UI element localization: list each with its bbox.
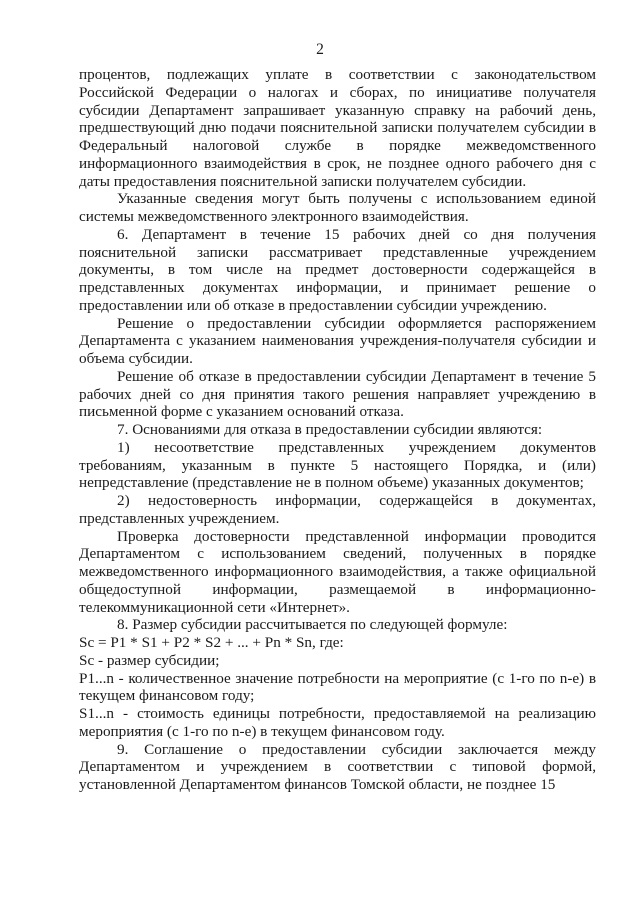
paragraph-continuation: процентов, подлежащих уплате в соответствии с законодательством Российской Федерации о налогах и сборах, по инициативе получателя субсидии Департамент запрашивает указанную справку на рабочий день, предшествующий дню подачи пояснительной записки получателем субсидии в Федеральный налоговой службе в порядке межведомственного информационного взаимодействия в срок, не позднее одного рабочего дня с даты предоставления пояснительной записки получателем субсидии. xyxy=(79,66,596,190)
paragraph-ground-1: 1) несоответствие представленных учреждением документов требованиям, указанным в пункте 5 настоящего Порядка, и (или) непредставление (представление не в полном объеме) указанных документов; xyxy=(79,438,596,492)
paragraph-ground-2: 2) недостоверность информации, содержащейся в документах, представленных учреждением. xyxy=(79,492,596,527)
paragraph-decision-refusal: Решение об отказе в предоставлении субсидии Департамент в течение 5 рабочих дней со дня принятия такого решения направляет учреждению в письменной форме с указанием оснований отказа. xyxy=(79,367,596,421)
paragraph-item-9: 9. Соглашение о предоставлении субсидии заключается между Департаментом и учреждением в соответствии с типовой формой, установленной Департаментом финансов Томской области, не позднее 15 xyxy=(79,740,596,793)
paragraph-item-7: 7. Основаниями для отказа в предоставлении субсидии являются: xyxy=(117,421,543,438)
paragraph-item-6: 6. Департамент в течение 15 рабочих дней со дня получения пояснительной записки рассматривает представленные учреждением документы, в том числе на предмет достоверности содержащейся в представленных документах информации, и принимает решение о предоставлении или об отказе в предоставлении субсидии учреждению. xyxy=(79,225,596,314)
definition-p: P1...n - количественное значение потребности на мероприятие (с 1-го по n-е) в текущем финансовом году; xyxy=(79,669,596,705)
document-body xyxy=(79,66,596,794)
paragraph-electronic-system: Указанные сведения могут быть получены с использованием единой системы межведомственного электронного взаимодействия. xyxy=(79,190,596,225)
page-number: 2 xyxy=(316,41,324,58)
subsidy-formula: Sc = P1 * S1 + P2 * S2 + ... + Pn * Sn, где: xyxy=(79,634,344,651)
paragraph-verification: Проверка достоверности представленной информации проводится Департаментом с использованием сведений, полученных в порядке межведомственного информационного взаимодействия, а также официальной общедоступной информации, размещаемой в информационно-телекоммуникационной сети «Интернет». xyxy=(79,527,596,616)
paragraph-item-8: 8. Размер субсидии рассчитывается по следующей формуле: xyxy=(117,616,508,634)
definition-sc: Sc - размер субсидии; xyxy=(79,651,220,669)
paragraph-decision-grant: Решение о предоставлении субсидии оформляется распоряжением Департамента с указанием наименования учреждения-получателя субсидии и объема субсидии. xyxy=(79,314,596,367)
definition-s: S1...n - стоимость единицы потребности, предоставляемой на реализацию мероприятия (с 1-го по n-е) в текущем финансовом году. xyxy=(79,705,596,740)
